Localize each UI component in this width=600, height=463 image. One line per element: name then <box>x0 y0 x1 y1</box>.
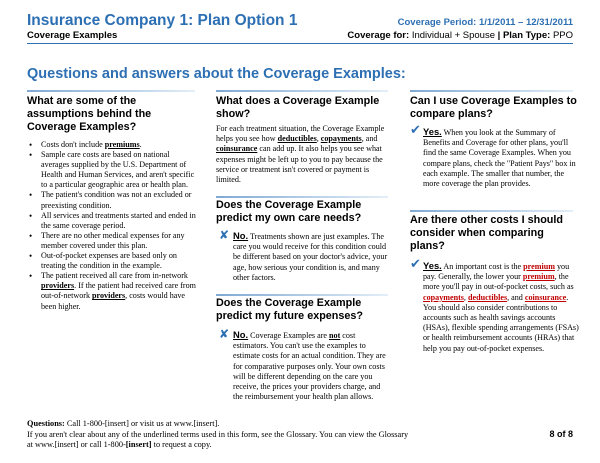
header-separator: | <box>497 30 501 41</box>
plan-title: Insurance Company 1: Plan Option 1 <box>27 12 298 29</box>
term-premium: premium <box>523 262 555 271</box>
footer-phone: at www.[insert] or call 1-800- <box>27 440 126 449</box>
answer-yes: Yes. <box>423 260 442 271</box>
col2-q2-answer: No. Treatments shown are just examples. The care you would receive for this condition could be different based on your doctor's advice, your age, how serious your condition is, and many other factors. <box>233 230 388 282</box>
term-premium: premium <box>522 272 555 282</box>
term-copayments: copayments <box>423 292 464 302</box>
col2-q3-answer: No. Coverage Examples are not cost estimators. You can't use the examples to estimate costs for an actual condition. They are for comparative purposes only. Your own costs will be different depending on the care you receive, the prices your providers charge, and the reimbursement your health plan allows. <box>233 329 386 402</box>
coverage-for-value: Individual + Spouse <box>411 30 495 41</box>
footer-text <box>27 419 547 451</box>
list-item: • The patient received all care from in-network providers. If the patient had received care from out-of-network providers, costs would have been higher. <box>27 271 199 311</box>
col3-q1-answer: Yes. When you look at the Summary of Benefits and Coverage for other plans, you'll find the same Coverage Examples. When you compare plans, check the "Patient Pays" box in each example. The smaller that number, the more coverage the plan provides. <box>423 126 576 189</box>
column-3-rule-2 <box>410 210 573 212</box>
coverage-info <box>347 30 573 41</box>
col3-q2-heading: Are there other costs I should consider when comparing plans? <box>410 214 563 252</box>
footer-request: to request a copy. <box>151 440 212 449</box>
check-icon: ✔ <box>410 257 421 272</box>
list-item: • Sample care costs are based on national averages supplied by the U.S. Department of Health and Human Services, and aren't specific to a particular geographic area or health plan. <box>27 150 199 190</box>
coverage-period-value: 1/1/2011 – 12/31/2011 <box>478 17 573 28</box>
list-item: • Out-of-pocket expenses are based only on treating the condition in the example. <box>27 251 199 271</box>
term-deductibles: deductibles <box>277 134 317 144</box>
term-copayments: copayments <box>320 134 362 144</box>
col2-q1-answer: For each treatment situation, the Coverage Example helps you see how deductibles, copayments, and coinsurance can add up. It also helps you see what expenses might be left up to you to pay because the service or treatment isn't covered or payment is limited. <box>216 124 385 185</box>
coverage-period-label: Coverage Period: <box>397 17 477 28</box>
col2-q2-heading: Does the Coverage Example predict my own care needs? <box>216 199 362 224</box>
page-number: 8 of 8 <box>549 429 573 439</box>
check-icon: ✔ <box>410 123 421 138</box>
list-item: • There are no other medical expenses for any member covered under this plan. <box>27 231 199 251</box>
col2-q1-heading: What does a Coverage Example show? <box>216 95 380 120</box>
column-1-rule <box>27 90 195 92</box>
answer-yes: Yes. <box>423 126 442 137</box>
column-2-rule-3 <box>216 294 388 296</box>
plan-type-label: Plan Type: <box>502 30 551 41</box>
term-not: not <box>329 331 341 340</box>
col3-q1-heading: Can I use Coverage Examples to compare plans? <box>410 95 577 120</box>
list-item: • All services and treatments started and ended in the same coverage period. <box>27 211 199 231</box>
term-providers: providers <box>92 291 126 301</box>
col1-heading: What are some of the assumptions behind the Coverage Examples? <box>27 95 152 133</box>
header-divider <box>27 43 573 44</box>
footer-phone-insert: [insert] <box>125 440 152 449</box>
col3-q2-answer: Yes. An important cost is the premium you pay. Generally, the lower your premium, the more you'll pay in out-of-pocket costs, such as copayments, deductibles, and coinsurance. You should also consider contributions to accounts such as health savings accounts (HSAs), flexible spending arrangements (FSAs) or health reimbursement accounts (HRAs) that help you pay out-of-pocket expenses. <box>423 260 579 353</box>
footer-glossary-note: If you aren't clear about any of the underlined terms used in this form, see the Glossary. You can view the Glossary <box>27 429 409 439</box>
document-subtitle: Coverage Examples <box>27 30 118 41</box>
coverage-for-label: Coverage for: <box>347 30 410 41</box>
term-deductibles: deductibles <box>467 292 508 302</box>
term-providers: providers <box>41 281 75 291</box>
col2-q3-heading: Does the Coverage Example predict my future expenses? <box>216 297 364 322</box>
answer-no: No. <box>233 329 249 340</box>
column-2-rule-2 <box>216 196 388 198</box>
footer-contact: Call 1-800-[insert] or visit us at www.[insert]. <box>64 419 220 428</box>
plan-type-value: PPO <box>552 30 573 41</box>
list-item: • Costs don't include premiums. <box>27 140 199 150</box>
term-premiums: premiums <box>104 140 140 149</box>
term-coinsurance: coinsurance <box>524 292 567 302</box>
section-title: Questions and answers about the Coverage Examples: <box>27 66 406 82</box>
column-3-rule <box>410 90 573 92</box>
assumptions-list <box>27 140 199 312</box>
cross-icon: ✘ <box>219 228 230 242</box>
list-item: • The patient's condition was not an excluded or preexisting condition. <box>27 190 199 210</box>
term-coinsurance: coinsurance <box>216 144 258 154</box>
questions-label: Questions: <box>27 419 65 428</box>
answer-no: No. <box>233 230 249 241</box>
cross-icon: ✘ <box>219 327 230 341</box>
coverage-period <box>398 17 573 28</box>
column-2-rule <box>216 90 388 92</box>
